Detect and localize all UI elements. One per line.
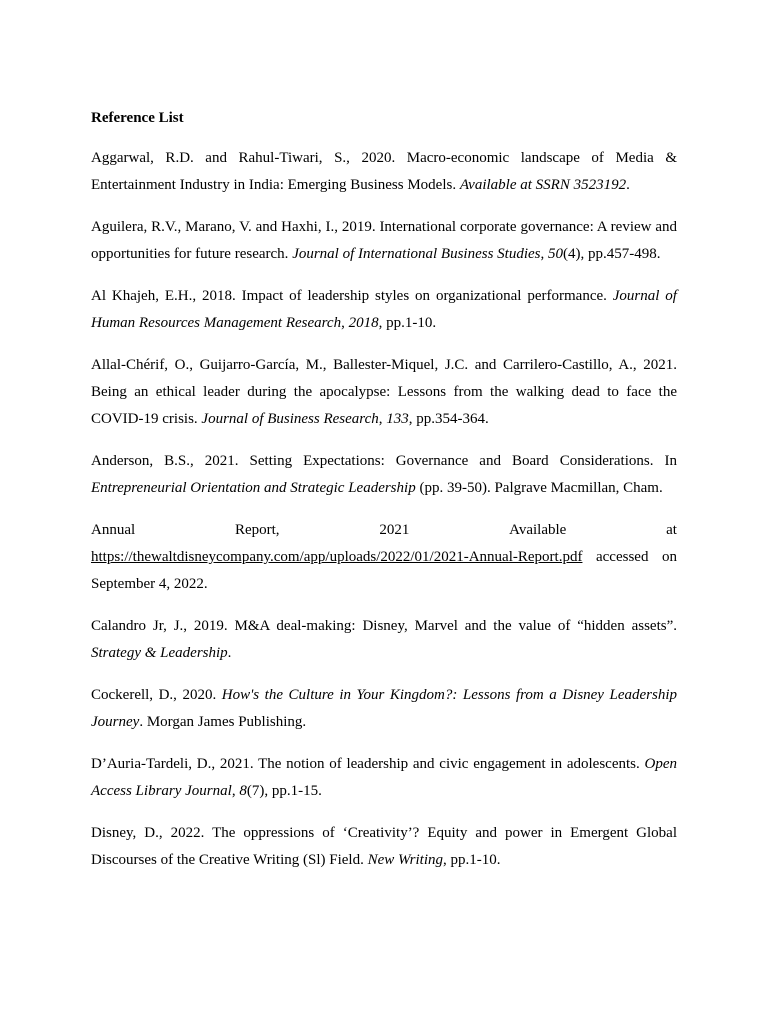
reference-text: Aggarwal, R.D. and Rahul-Tiwari, S., 2020. Macro-economic landscape of Media & Entertainment Industry in India: Emerging Business Models. xyxy=(91,150,677,193)
reference-list-heading: Reference List xyxy=(91,110,184,126)
reference-text: . xyxy=(626,177,630,193)
reference-text: , pp.1-10. xyxy=(378,315,437,331)
reference-italic-text: Open Access Library Journal xyxy=(91,756,677,799)
reference-entry xyxy=(91,214,677,268)
reference-italic-text: Journal of Business Research xyxy=(201,411,379,427)
reference-italic-text: 50 xyxy=(548,246,564,262)
reference-italic-text: Entrepreneurial Orientation and Strategic Leadership xyxy=(91,480,416,496)
reference-text: , xyxy=(341,315,349,331)
reference-text: D’Auria-Tardeli, D., 2021. The notion of leadership and civic engagement in adolescents. xyxy=(91,756,645,772)
reference-italic-text: 133 xyxy=(386,411,409,427)
reference-text: , pp.1-10. xyxy=(443,852,501,868)
reference-text: Anderson, B.S., 2021. Setting Expectations: Governance and Board Considerations. In xyxy=(91,453,677,469)
reference-entry xyxy=(91,145,677,199)
reference-text: , xyxy=(231,783,240,799)
reference-text: . Morgan James Publishing. xyxy=(139,714,307,730)
reference-word: Annual xyxy=(91,522,136,538)
reference-entry xyxy=(91,682,677,736)
reference-line xyxy=(91,517,677,544)
reference-text: , xyxy=(378,411,387,427)
reference-text: Calandro Jr, J., 2019. M&A deal-making: Disney, Marvel and the value of “hidden assets”. xyxy=(91,618,677,634)
reference-word: Report, xyxy=(234,522,280,538)
reference-entry xyxy=(91,820,677,874)
reference-text: Aguilera, R.V., Marano, V. and Haxhi, I., 2019. International corporate governance: A review and opportunities for future research. xyxy=(91,219,677,262)
reference-text: , pp.354-364. xyxy=(408,411,489,427)
reference-entry xyxy=(91,517,677,598)
reference-word: 2021 xyxy=(379,522,410,538)
reference-entry xyxy=(91,613,677,667)
reference-text: Cockerell, D., 2020. xyxy=(91,687,222,703)
reference-text: , xyxy=(540,246,549,262)
reference-entry xyxy=(91,352,677,433)
reference-italic-text: Strategy & Leadership xyxy=(91,645,228,661)
reference-text: . xyxy=(227,645,232,661)
reference-line: September 4, 2022. xyxy=(91,576,208,592)
reference-entry xyxy=(91,283,677,337)
reference-text: Allal-Chérif, O., Guijarro-García, M., Ballester-Miquel, J.C. and Carrilero-Castillo, A., 2021. Being an ethical leader during the apocalypse: Lessons from the walking dead to face the COVID-19 crisis. xyxy=(91,357,677,427)
annual-report-link[interactable]: https://thewaltdisneycompany.com/app/uploads/2022/01/2021-Annual-Report.pdf xyxy=(91,549,583,565)
reference-text: Disney, D., 2022. The oppressions of ‘Creativity’? Equity and power in Emergent Global Discourses of the Creative Writing (Sl) Field. xyxy=(91,825,677,868)
reference-list xyxy=(91,145,677,874)
reference-word: at xyxy=(666,522,677,538)
reference-italic-text: Journal of Human Resources Management Research xyxy=(91,288,677,331)
reference-entry xyxy=(91,448,677,502)
reference-italic-text: How's the Culture in Your Kingdom?: Lessons from a Disney Leadership Journey xyxy=(91,687,678,730)
reference-word: on xyxy=(661,549,677,565)
reference-text: (4), pp.457-498. xyxy=(563,246,661,262)
reference-entry xyxy=(91,751,677,805)
reference-italic-text: 2018 xyxy=(348,315,379,331)
reference-text: (7), pp.1-15. xyxy=(246,783,322,799)
reference-text: Al Khajeh, E.H., 2018. Impact of leadership styles on organizational performance. xyxy=(91,288,613,304)
reference-text: (pp. 39-50). Palgrave Macmillan, Cham. xyxy=(415,480,663,496)
reference-word: accessed xyxy=(595,549,649,565)
reference-italic-text: 8 xyxy=(239,783,247,799)
reference-line xyxy=(91,544,677,571)
reference-italic-text: Journal of International Business Studies xyxy=(292,246,541,262)
reference-italic-text: New Writing xyxy=(367,852,444,868)
reference-italic-text: Available at SSRN 3523192 xyxy=(459,177,627,193)
reference-word: Available xyxy=(509,522,567,538)
